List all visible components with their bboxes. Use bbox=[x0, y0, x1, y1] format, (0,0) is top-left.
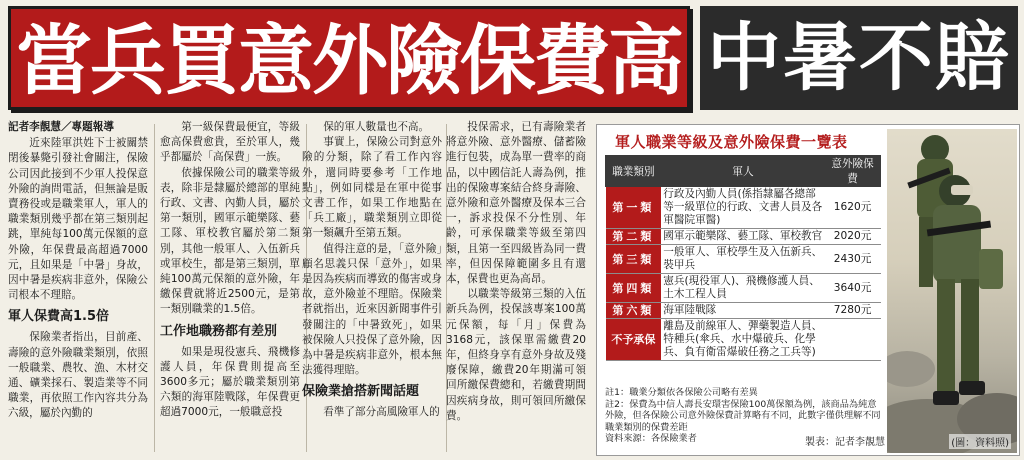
article-paragraph: 依據保險公司的職業等級表，除非是隸屬於總部的單純行政、文書、內勤人員，屬於第一類別，國軍示範樂隊、藝工隊、軍校教官屬於第二類別，其他一般軍人、入伍新兵或軍校生，都是第三類別，單純100萬元保額的意外險，年繳保費就將近2500元，是第一類別職業的1.5倍。 bbox=[160, 166, 300, 316]
table-credit: 製表：記者李靚慧 bbox=[805, 437, 885, 448]
subhead-job-location: 工作地職務都有差別 bbox=[160, 323, 278, 339]
article-column-4 bbox=[446, 120, 586, 456]
article-column-2 bbox=[160, 120, 300, 456]
premium-cell: 1620元 bbox=[825, 187, 881, 229]
article-paragraph: 事實上，保險公司對意外險的分類，除了看工作內容外，還同時要參考「工作地點」，例如同樣是在軍中從事文書工作，如果工作地點在「兵工廠」，職業類別立即從第一類飆升至第五類。 bbox=[302, 136, 442, 240]
article-column-1 bbox=[8, 120, 148, 456]
jobs-cell: 離島及前線軍人、彈藥製造人員、特種兵(傘兵、水中爆破兵、化學兵、負有衛雷爆破任務之工兵等) bbox=[661, 319, 824, 361]
column-divider bbox=[154, 124, 155, 452]
table-row bbox=[606, 245, 881, 274]
byline: 記者李靚慧／專題報導 bbox=[8, 121, 114, 133]
category-cell: 第一類 bbox=[606, 187, 662, 229]
article-paragraph: 值得注意的是，「意外險」顧名思義只保「意外」，如果是因為疾病而導致的傷害或身故，意外險並不理賠。保險業者就指出，近來因新聞事件引發關注的「中暑致死」，如果被保險人只投保了意外險，因為中暑是疾病非意外，根本無法獲得理賠。 bbox=[302, 242, 442, 377]
table-title: 軍人職業等級及意外險保費一覽表 bbox=[615, 133, 848, 151]
table-row bbox=[606, 303, 881, 319]
soldiers-photo bbox=[887, 129, 1017, 453]
jobs-cell: 海軍陸戰隊 bbox=[661, 303, 824, 319]
article-paragraph: 如果是現役憲兵、飛機修護人員，年保費則提高至3600多元；屬於職業類別第六類的海軍陸戰隊，年保費更超過7000元，一般職意投 bbox=[160, 345, 300, 419]
premium-cell: 2430元 bbox=[825, 245, 881, 274]
category-cell: 第六類 bbox=[606, 303, 662, 319]
article-column-3 bbox=[302, 120, 442, 456]
jobs-cell: 憲兵(現役軍人)、飛機修護人員、土木工程人員 bbox=[661, 274, 824, 303]
article-paragraph: 第一級保費最便宜，等級愈高保費愈貴，至於軍人，幾乎都屬於「高保費」一族。 bbox=[160, 121, 300, 164]
photo-credit: (圖：資料照) bbox=[949, 434, 1011, 449]
category-cell: 第三類 bbox=[606, 245, 662, 274]
article-paragraph: 以職業等級第三類的入伍新兵為例，投保該專案100萬元保額，每「月」保費為3168元，該保單需繳費20年，但終身享有意外身故及殘廢保障，繳費20年期滿可領回所繳保費總和，若繳費期間因疾病身故，則可領回所繳保費。 bbox=[446, 288, 586, 422]
headline-bar bbox=[0, 0, 1024, 116]
table-header-premium: 意外險保費 bbox=[825, 156, 881, 187]
premium-table bbox=[605, 155, 881, 361]
table-row bbox=[606, 274, 881, 303]
category-cell: 第四類 bbox=[606, 274, 662, 303]
premium-cell: 7280元 bbox=[825, 303, 881, 319]
category-cell: 第二類 bbox=[606, 229, 662, 245]
soldiers-illustration bbox=[887, 129, 1017, 453]
table-header-row bbox=[606, 156, 881, 187]
headline-main: 當兵買意外險保費高 bbox=[8, 6, 690, 110]
article-paragraph: 投保需求，已有壽險業者將意外險、意外醫療、儲蓄險進行包裝，成為單一費率的商品，以中國信託人壽為例，推出的保險專案結合終身壽險、意外險和意外醫療及保本三合一，訴求投保不分性別、年齡，可承保職業等級至第四類，且第一至四級皆為同一費率，但因保障範圍多且有還本，保費也更為高昂。 bbox=[446, 121, 586, 286]
table-note: 註2：保費為中信人壽長安環害保險100萬保額為例，該商品為純意外險，但各保險公司意外險保費計算略有不同，此數字僅供理解不同職業類別的保費差距 bbox=[605, 398, 881, 433]
jobs-cell: 一般軍人、軍校學生及入伍新兵、裝甲兵 bbox=[661, 245, 824, 274]
jobs-cell: 國軍示範樂隊、藝工隊、軍校教官 bbox=[661, 229, 824, 245]
category-cell: 不予承保 bbox=[606, 319, 662, 361]
article-paragraph: 保的軍人數量也不高。 bbox=[323, 121, 430, 133]
article-paragraph: 近來陸軍洪姓下士被關禁閉後暴斃引發社會關注，保險公司因此接到不少軍人投保意外險的詢問電話，但無論是販賣務役或是職業軍人，軍人的職業類別幾乎都在第三類別起跳，單純每100萬元保額的意外險，年保費最高超過7000元，且如果是「中暑」身故，因中暑是疾病非意外，保險公司根本不理賠。 bbox=[8, 137, 148, 302]
headline-sub: 中暑不賠 bbox=[700, 6, 1018, 110]
table-row bbox=[606, 229, 881, 245]
table-header-category: 職業類別 bbox=[606, 156, 662, 187]
article-paragraph: 看準了部分高風險軍人的 bbox=[323, 406, 440, 419]
table-row bbox=[606, 187, 881, 229]
article-paragraph: 保險業者指出，目前產、壽險的意外險職業類別，依照一般職業、農牧、漁、木材交通、礦業採石、製造業等不同職業，再依照工作內容共分為六級，屬於內勤的 bbox=[8, 331, 148, 420]
table-header-jobs: 軍人 bbox=[661, 156, 824, 187]
article-body bbox=[8, 120, 590, 456]
table-row bbox=[606, 319, 881, 361]
premium-cell: 2020元 bbox=[825, 229, 881, 245]
subhead-military-premium: 軍人保費高1.5倍 bbox=[8, 309, 110, 325]
premium-sidebar bbox=[596, 124, 1020, 456]
table-note: 資料來源：各保險業者 bbox=[605, 433, 697, 444]
premium-cell bbox=[825, 319, 881, 361]
subhead-insurers-news: 保險業搶搭新聞話題 bbox=[302, 384, 420, 400]
premium-cell: 3640元 bbox=[825, 274, 881, 303]
table-note: 註1：職業分類依各保險公司略有差異 bbox=[605, 387, 758, 398]
jobs-cell: 行政及內勤人員(係指隸屬各總部等一級單位的行政、文書人員及各軍醫院軍醫) bbox=[661, 187, 824, 229]
